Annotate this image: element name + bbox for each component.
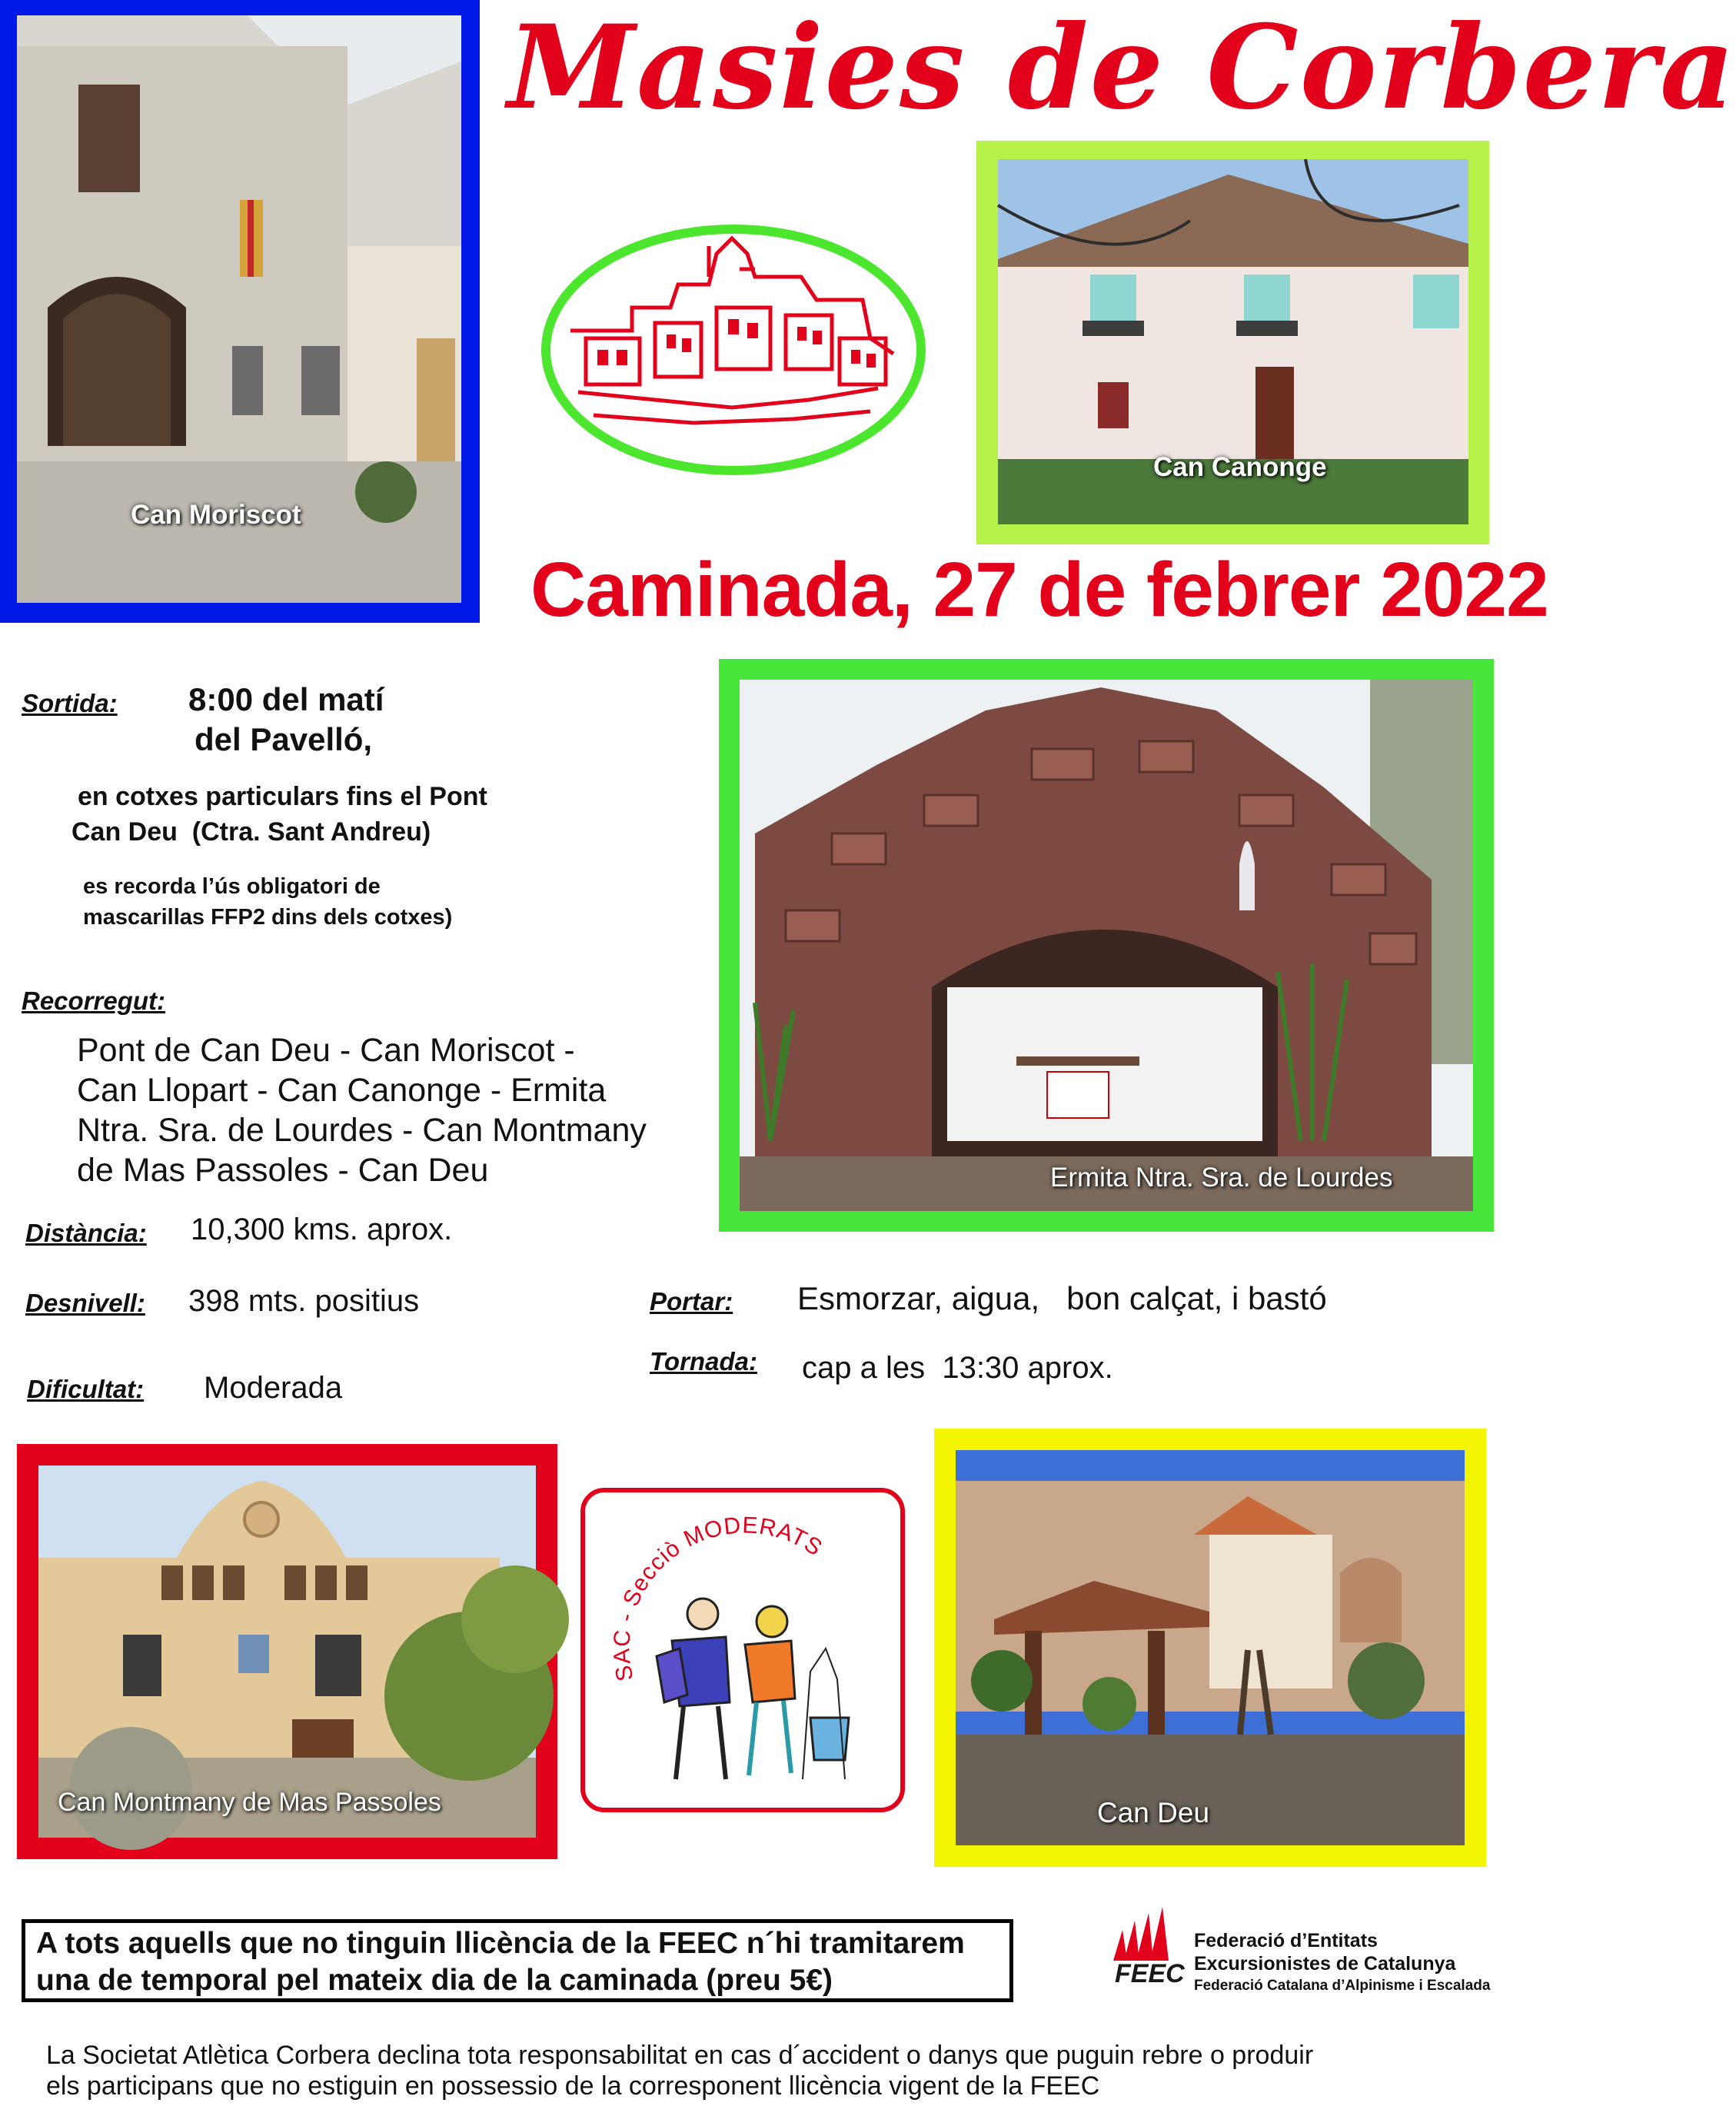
event-date: Caminada, 27 de febrer 2022 xyxy=(530,547,1548,633)
photo-ermita xyxy=(740,680,1473,1211)
caption-can-montmany: Can Montmany de Mas Passoles xyxy=(58,1788,441,1817)
licence-notice-line2: una de temporal pel mateix dia de la caminada (preu 5€) xyxy=(36,1964,833,1997)
distancia-label: Distància: xyxy=(25,1219,147,1247)
sortida-place: del Pavelló, xyxy=(195,721,373,757)
distancia-value: 10,300 kms. aprox. xyxy=(191,1213,453,1246)
desnivell-value: 398 mts. positius xyxy=(188,1284,420,1318)
sortida-label: Sortida: xyxy=(22,689,118,717)
feec-logo xyxy=(1113,1907,1491,2007)
photo-can-montmany xyxy=(38,1466,536,1838)
route-line: Ntra. Sra. de Lourdes - Can Montmany xyxy=(77,1112,647,1149)
licence-notice xyxy=(22,1919,1013,2002)
portar-label: Portar: xyxy=(650,1287,733,1316)
feec-line3: Federació Catalana d’Alpinisme i Escalada xyxy=(1194,1978,1491,1994)
feec-line2: Excursionistes de Catalunya xyxy=(1194,1953,1456,1975)
feec-line1: Federació d’Entitats xyxy=(1194,1930,1378,1951)
route-line: de Mas Passoles - Can Deu xyxy=(77,1152,489,1189)
dificultat-label: Dificultat: xyxy=(27,1375,145,1403)
sac-logo-text: SAC - Secciò MODERATS xyxy=(609,1512,827,1684)
tornada-value: cap a les 13:30 aprox. xyxy=(802,1351,1113,1385)
disclaimer-line2: els participans que no estiguin en possessio de la corresponent llicència vigent de la FEEC xyxy=(46,2071,1100,2101)
sac-logo xyxy=(580,1487,906,1813)
route-line: Can Llopart - Can Canonge - Ermita xyxy=(77,1072,607,1109)
disclaimer xyxy=(46,2040,1492,2101)
page-title: Masies de Corbera xyxy=(507,0,1736,135)
caption-ermita: Ermita Ntra. Sra. de Lourdes xyxy=(1050,1163,1393,1193)
sortida-transport-line2: Can Deu (Ctra. Sant Andreu) xyxy=(72,817,431,847)
sortida-note-line2: mascarillas FFP2 dins dels cotxes) xyxy=(83,905,453,930)
sortida-transport-line1: en cotxes particulars fins el Pont xyxy=(78,782,487,811)
sortida-note-line1: es recorda l’ús obligatori de xyxy=(83,874,381,899)
portar-value: Esmorzar, aigua, bon calçat, i bastó xyxy=(797,1280,1327,1316)
dificultat-value: Moderada xyxy=(204,1371,343,1405)
licence-notice-line1: A tots aquells que no tinguin llicència de la FEEC n´hi tramitarem xyxy=(36,1927,965,1960)
caption-can-canonge: Can Canonge xyxy=(1153,452,1327,482)
recorregut-label: Recorregut: xyxy=(22,986,166,1015)
feec-abbr: FEEC xyxy=(1115,1959,1185,1988)
caption-can-moriscot: Can Moriscot xyxy=(131,500,301,530)
town-logo xyxy=(540,223,927,477)
tornada-label: Tornada: xyxy=(650,1347,757,1376)
disclaimer-line1: La Societat Atlètica Corbera declina tota responsabilitat en cas d´accident o danys que puguin rebre o produir xyxy=(46,2041,1314,2070)
feec-mountain-icon xyxy=(1113,1907,1175,1961)
recorregut-route xyxy=(77,1030,647,1190)
route-line: Pont de Can Deu - Can Moriscot - xyxy=(77,1032,575,1069)
desnivell-label: Desnivell: xyxy=(25,1289,145,1317)
sortida-time: 8:00 del matí xyxy=(188,681,384,717)
photo-can-deu xyxy=(956,1450,1465,1845)
caption-can-deu: Can Deu xyxy=(1097,1797,1210,1828)
